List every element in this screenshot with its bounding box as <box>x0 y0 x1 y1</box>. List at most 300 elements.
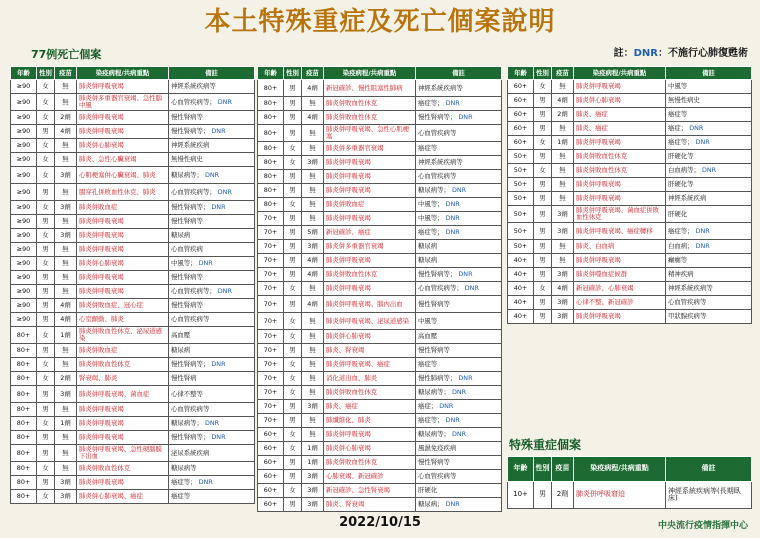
note-text: 心血管疾病等 <box>171 405 210 414</box>
note-text: 心血管疾病等； <box>171 287 216 296</box>
age-cell: ≥90 <box>11 271 37 285</box>
course-cell: 肺炎併呼吸衰竭 <box>77 243 169 257</box>
sex-cell: 女 <box>284 484 302 498</box>
note-text: 慢性腎病等； <box>418 270 457 279</box>
note-text: 癌症等 <box>418 360 438 369</box>
vaccine-cell: 無 <box>302 330 324 344</box>
note-text: 肝硬化 <box>418 486 438 495</box>
table-row <box>11 111 255 125</box>
vaccine-cell: 無 <box>55 215 77 229</box>
table-row <box>258 111 502 125</box>
table-row <box>11 358 255 372</box>
table-row <box>258 484 502 498</box>
table-row <box>11 372 255 386</box>
sex-cell: 女 <box>284 313 302 330</box>
course-cell: 肺炎併呼吸衰竭 <box>324 428 416 442</box>
table-row <box>508 282 752 296</box>
sex-cell: 女 <box>284 282 302 296</box>
column-header: 年齡 <box>258 67 284 80</box>
age-cell: ≥90 <box>11 257 37 271</box>
vaccine-cell: 2劑 <box>552 482 574 509</box>
vaccine-cell: 3劑 <box>55 476 77 490</box>
age-cell: ≥90 <box>11 184 37 201</box>
age-cell: 80+ <box>11 445 37 462</box>
sex-cell: 男 <box>284 414 302 428</box>
note-cell <box>416 372 502 386</box>
course-cell: 肺炎併心肺衰竭 <box>324 330 416 344</box>
note-cell <box>416 344 502 358</box>
vaccine-cell: 無 <box>55 358 77 372</box>
note-text: 糖尿病等； <box>418 430 450 439</box>
age-cell: 70+ <box>258 414 284 428</box>
note-cell <box>169 94 255 111</box>
course-cell: 肺炎併呼吸衰竭 <box>574 136 666 150</box>
course-cell: 肺炎併呼吸衰竭 <box>324 184 416 198</box>
note-cell <box>416 428 502 442</box>
age-cell: 40+ <box>508 296 534 310</box>
vaccine-cell: 無 <box>302 372 324 386</box>
note-text: 慢性腎病等； <box>171 360 210 369</box>
vaccine-cell: 3劑 <box>552 268 574 282</box>
note-cell <box>169 358 255 372</box>
vaccine-cell: 無 <box>302 212 324 226</box>
table-row <box>11 94 255 111</box>
course-cell: 肺炎併敗血性休克 <box>574 150 666 164</box>
sex-cell: 男 <box>284 125 302 142</box>
vaccine-cell: 無 <box>55 271 77 285</box>
dnr-tag: DNR <box>196 478 213 487</box>
course-cell: 肺炎併心肺衰竭、癌症 <box>77 490 169 504</box>
note-cell <box>169 139 255 153</box>
age-cell: 70+ <box>258 282 284 296</box>
note-text: 慢性腎病等 <box>418 458 450 467</box>
dnr-tag: DNR <box>693 242 710 251</box>
note-text: 神經系統疾病等 <box>171 82 216 91</box>
course-cell: 肺炎併敗血性休克 <box>574 164 666 178</box>
note-cell <box>416 111 502 125</box>
vaccine-cell: 無 <box>552 192 574 206</box>
note-text: 中風等； <box>418 200 444 209</box>
vaccine-cell: 無 <box>55 153 77 167</box>
sex-cell: 男 <box>37 125 55 139</box>
vaccine-cell: 3劑 <box>302 240 324 254</box>
course-cell: 肺炎併敗血性休克 <box>324 456 416 470</box>
severe-table <box>507 456 752 509</box>
note-cell <box>169 111 255 125</box>
course-cell: 肺炎併噬血症候群 <box>574 268 666 282</box>
note-cell <box>416 456 502 470</box>
vaccine-cell: 無 <box>302 184 324 198</box>
course-cell: 肺炎併呼吸衰竭 <box>324 212 416 226</box>
course-cell: 肺炎併呼吸衰竭 <box>77 271 169 285</box>
course-cell: 肺炎併呼吸衰竭 <box>77 80 169 94</box>
table-row <box>508 296 752 310</box>
dnr-tag: DNR <box>456 270 473 279</box>
sex-cell: 男 <box>534 268 552 282</box>
vaccine-cell: 2劑 <box>552 108 574 122</box>
note-cell <box>169 490 255 504</box>
course-cell: 新冠確診、急性腎衰竭 <box>324 484 416 498</box>
age-cell: 60+ <box>258 498 284 512</box>
severe-section-title: 特殊重症個案 <box>509 438 582 452</box>
age-cell: 60+ <box>508 122 534 136</box>
age-cell: 70+ <box>258 240 284 254</box>
table-row <box>508 206 752 223</box>
course-cell: 肺炎併呼吸衰竭 <box>77 229 169 243</box>
course-cell: 肺炎併呼吸衰竭 <box>77 111 169 125</box>
note-cell <box>169 299 255 313</box>
course-cell: 肺炎併敗血性休克 <box>324 386 416 400</box>
vaccine-cell: 3劑 <box>55 167 77 184</box>
dnr-tag: DNR <box>215 187 232 196</box>
note-cell <box>169 403 255 417</box>
sex-cell: 女 <box>284 330 302 344</box>
course-cell: 肺炎併敗血症 <box>77 344 169 358</box>
vaccine-cell: 無 <box>55 257 77 271</box>
column-header: 備註 <box>666 67 752 80</box>
course-cell: 肺炎併敗血性休克 <box>77 358 169 372</box>
age-cell: 60+ <box>508 136 534 150</box>
table-row <box>258 198 502 212</box>
note-text: 心血管疾病等 <box>418 472 457 481</box>
note-cell <box>169 215 255 229</box>
sex-cell: 男 <box>534 254 552 268</box>
age-cell: 70+ <box>258 226 284 240</box>
course-cell: 肺纖維化、肺炎 <box>324 414 416 428</box>
sex-cell: 男 <box>534 178 552 192</box>
sex-cell: 女 <box>37 80 55 94</box>
vaccine-cell: 無 <box>552 240 574 254</box>
sex-cell: 男 <box>284 212 302 226</box>
course-cell: 新冠確診、心肺衰竭 <box>574 282 666 296</box>
note-cell <box>666 80 752 94</box>
vaccine-cell: 無 <box>302 313 324 330</box>
note-text: 慢性腎病 <box>171 374 197 383</box>
note-text: 癌症等； <box>668 226 694 235</box>
age-cell: 80+ <box>258 97 284 111</box>
sex-cell: 女 <box>37 257 55 271</box>
vaccine-cell: 3劑 <box>55 201 77 215</box>
vaccine-cell: 3劑 <box>302 498 324 512</box>
table-row <box>11 313 255 327</box>
dnr-tag: DNR <box>202 419 220 428</box>
note-cell <box>169 445 255 462</box>
age-cell: 70+ <box>258 268 284 282</box>
note-cell <box>416 212 502 226</box>
note-text: 癌症等 <box>171 492 191 501</box>
course-cell: 心肺衰竭、新冠確診 <box>324 470 416 484</box>
note-cell <box>666 192 752 206</box>
note-text: 白血病等； <box>668 166 700 175</box>
age-cell: 70+ <box>258 344 284 358</box>
note-cell <box>416 282 502 296</box>
dnr-tag: DNR <box>202 170 220 179</box>
age-cell: 50+ <box>508 150 534 164</box>
note-cell <box>416 97 502 111</box>
note-cell <box>416 184 502 198</box>
table-row <box>508 164 752 178</box>
table-row <box>258 80 502 97</box>
dnr-tag: DNR <box>437 402 454 411</box>
note-cell <box>666 108 752 122</box>
vaccine-cell: 4劑 <box>552 94 574 108</box>
dnr-tag: DNR <box>449 388 467 397</box>
course-cell: 肺炎併呼吸衰竭 <box>324 282 416 296</box>
vaccine-cell: 無 <box>302 170 324 184</box>
note-cell <box>666 164 752 178</box>
age-cell: 70+ <box>258 358 284 372</box>
vaccine-cell: 2劑 <box>55 372 77 386</box>
note-prefix: 註： <box>613 48 634 59</box>
table-header-row <box>11 67 255 80</box>
age-cell: 80+ <box>11 462 37 476</box>
note-text: 糖尿病； <box>418 500 444 509</box>
sex-cell: 男 <box>284 470 302 484</box>
age-cell: 60+ <box>258 456 284 470</box>
note-term: DNR <box>633 48 658 59</box>
course-cell: 肺炎併敗血症 <box>324 198 416 212</box>
sex-cell: 男 <box>37 285 55 299</box>
course-cell: 腎衰竭、肺炎 <box>77 372 169 386</box>
note-cell <box>169 167 255 184</box>
note-cell <box>666 178 752 192</box>
dnr-tag: DNR <box>687 124 704 133</box>
note-cell <box>169 327 255 344</box>
course-cell: 肺炎併呼吸衰竭 <box>574 80 666 94</box>
note-text: 神經系統疾病等(長期臥床) <box>668 486 741 502</box>
note-text: 糖尿病等； <box>418 388 450 397</box>
sex-cell: 女 <box>37 201 55 215</box>
table-row <box>508 94 752 108</box>
course-cell: 肺炎併呼吸衰竭、菌血症 <box>77 386 169 403</box>
vaccine-cell: 1劑 <box>302 456 324 470</box>
course-cell: 肺炎併呼吸衰竭 <box>77 417 169 431</box>
course-cell: 肺炎併呼吸衰竭 <box>77 215 169 229</box>
note-text: 神經系統疾病等 <box>418 83 463 92</box>
course-cell: 新冠確診、慢性阻塞性肺病 <box>324 80 416 97</box>
note-cell <box>416 414 502 428</box>
table-row <box>508 122 752 136</box>
course-cell: 肺炎、腎衰竭 <box>324 498 416 512</box>
vaccine-cell: 無 <box>302 198 324 212</box>
sex-cell: 男 <box>284 498 302 512</box>
note-cell <box>416 330 502 344</box>
note-text: 無慢性病史 <box>668 96 700 105</box>
note-cell <box>416 268 502 282</box>
course-cell: 新冠確診、癌症 <box>324 226 416 240</box>
age-cell: 80+ <box>11 403 37 417</box>
table-row <box>258 498 502 512</box>
note-text: 心血管疾病等 <box>171 315 210 324</box>
table-row <box>11 139 255 153</box>
note-cell <box>666 296 752 310</box>
table-row <box>11 184 255 201</box>
course-cell: 肺炎併呼吸窘迫 <box>574 482 666 509</box>
column-header: 染疫病程/共病重點 <box>574 457 666 482</box>
vaccine-cell: 無 <box>552 178 574 192</box>
note-text: 糖尿病 <box>171 231 191 240</box>
table-row <box>11 285 255 299</box>
sex-cell: 男 <box>534 94 552 108</box>
dnr-tag: DNR <box>456 113 473 122</box>
note-text: 癌症等 <box>418 144 438 153</box>
vaccine-cell: 1劑 <box>55 327 77 344</box>
note-text: 神經系統疾病等 <box>668 284 713 293</box>
course-cell: 肺炎併敗血症、冠心症 <box>77 299 169 313</box>
age-cell: ≥90 <box>11 243 37 257</box>
table-row <box>11 271 255 285</box>
death-section-title: 77例死亡個案 <box>31 48 102 61</box>
course-cell: 肺炎併敗血症 <box>77 201 169 215</box>
table-row <box>508 223 752 240</box>
age-cell: 50+ <box>508 164 534 178</box>
sex-cell: 女 <box>37 327 55 344</box>
column-header: 疫苗 <box>552 67 574 80</box>
table-row <box>258 170 502 184</box>
table-row <box>11 125 255 139</box>
vaccine-cell: 無 <box>55 462 77 476</box>
note-text: 慢性腎病等； <box>171 127 210 136</box>
sex-cell: 女 <box>37 372 55 386</box>
table-row <box>258 414 502 428</box>
age-cell: 50+ <box>508 178 534 192</box>
age-cell: 80+ <box>11 344 37 358</box>
table-row <box>11 153 255 167</box>
note-text: 癌症等 <box>668 110 688 119</box>
age-cell: 80+ <box>11 476 37 490</box>
table-row <box>508 310 752 324</box>
vaccine-cell: 3劑 <box>55 229 77 243</box>
vaccine-cell: 4劑 <box>55 125 77 139</box>
table-row <box>11 327 255 344</box>
course-cell: 肺炎併呼吸衰竭、急性硬腦膜下出血 <box>77 445 169 462</box>
table-row <box>11 403 255 417</box>
vaccine-cell: 無 <box>55 431 77 445</box>
course-cell: 肺炎併敗血性休克 <box>324 111 416 125</box>
vaccine-cell: 4劑 <box>302 111 324 125</box>
course-cell: 肺炎併呼吸衰竭、急性心肌梗塞 <box>324 125 416 142</box>
sex-cell: 男 <box>284 240 302 254</box>
note-text: 癌症等； <box>418 99 444 108</box>
age-cell: 40+ <box>508 254 534 268</box>
note-cell <box>169 201 255 215</box>
table-row <box>508 178 752 192</box>
vaccine-cell: 無 <box>302 142 324 156</box>
sex-cell: 男 <box>534 150 552 164</box>
age-cell: 50+ <box>508 206 534 223</box>
sex-cell: 男 <box>284 456 302 470</box>
note-text: 慢性腎病等； <box>418 113 457 122</box>
table-row <box>11 386 255 403</box>
note-text: 慢性腎病等 <box>171 217 203 226</box>
table-row <box>11 476 255 490</box>
course-cell: 肺炎、癌症 <box>574 122 666 136</box>
column-header: 染疫病程/共病重點 <box>324 67 416 80</box>
sex-cell: 女 <box>37 167 55 184</box>
age-cell: 10+ <box>508 482 534 509</box>
note-text: 慢性肺病等； <box>418 374 457 383</box>
vaccine-cell: 無 <box>552 150 574 164</box>
sex-cell: 男 <box>37 344 55 358</box>
table-row <box>508 482 752 509</box>
note-text: 心血管疾病等； <box>171 97 216 106</box>
age-cell: 60+ <box>258 442 284 456</box>
dnr-tag: DNR <box>215 287 232 296</box>
table-row <box>508 268 752 282</box>
sex-cell: 女 <box>284 358 302 372</box>
course-cell: 肺炎併呼吸衰竭 <box>324 254 416 268</box>
age-cell: 80+ <box>11 431 37 445</box>
note-cell <box>416 240 502 254</box>
age-cell: 70+ <box>258 254 284 268</box>
note-text: 癌症等； <box>171 478 197 487</box>
sex-cell: 男 <box>284 170 302 184</box>
age-cell: 60+ <box>258 470 284 484</box>
column-header: 疫苗 <box>302 67 324 80</box>
note-cell <box>416 125 502 142</box>
table-row <box>258 184 502 198</box>
age-cell: 60+ <box>258 428 284 442</box>
sex-cell: 男 <box>284 254 302 268</box>
issuing-center: 中央流行疫情指揮中心 <box>657 521 748 531</box>
sex-cell: 男 <box>37 431 55 445</box>
column-header: 性別 <box>534 67 552 80</box>
note-cell <box>169 386 255 403</box>
course-cell: 肺炎併敗血性休克 <box>324 268 416 282</box>
note-text: 糖尿病等 <box>171 464 197 473</box>
age-cell: 50+ <box>508 240 534 254</box>
dnr-tag: DNR <box>693 226 710 235</box>
table-row <box>11 201 255 215</box>
table-row <box>258 268 502 282</box>
column-header: 備註 <box>666 457 752 482</box>
sex-cell: 男 <box>534 192 552 206</box>
note-cell <box>416 80 502 97</box>
table-row <box>258 240 502 254</box>
note-text: 中風等； <box>418 214 444 223</box>
note-cell <box>169 243 255 257</box>
sex-cell: 男 <box>284 80 302 97</box>
column-header: 性別 <box>284 67 302 80</box>
age-cell: 60+ <box>258 484 284 498</box>
table-row <box>11 167 255 184</box>
table-row <box>508 108 752 122</box>
note-cell <box>169 313 255 327</box>
age-cell: 80+ <box>11 372 37 386</box>
column-header: 染疫病程/共病重點 <box>574 67 666 80</box>
vaccine-cell: 1劑 <box>302 442 324 456</box>
sex-cell: 女 <box>284 372 302 386</box>
vaccine-cell: 5劑 <box>302 226 324 240</box>
note-text: 白血病； <box>668 242 694 251</box>
age-cell: 60+ <box>508 108 534 122</box>
age-cell: 60+ <box>508 94 534 108</box>
dnr-tag: DNR <box>443 416 460 425</box>
dnr-tag: DNR <box>209 203 226 212</box>
note-cell <box>169 125 255 139</box>
sex-cell: 女 <box>284 428 302 442</box>
note-cell <box>666 223 752 240</box>
vaccine-cell: 無 <box>552 254 574 268</box>
vaccine-cell: 4劑 <box>302 268 324 282</box>
sex-cell: 女 <box>37 139 55 153</box>
note-cell <box>416 198 502 212</box>
age-cell: 70+ <box>258 386 284 400</box>
note-text: 心律不整等 <box>171 389 203 398</box>
note-text: 心血管疾病 <box>171 245 203 254</box>
sex-cell: 男 <box>534 240 552 254</box>
note-text: 癌症等； <box>418 228 444 237</box>
